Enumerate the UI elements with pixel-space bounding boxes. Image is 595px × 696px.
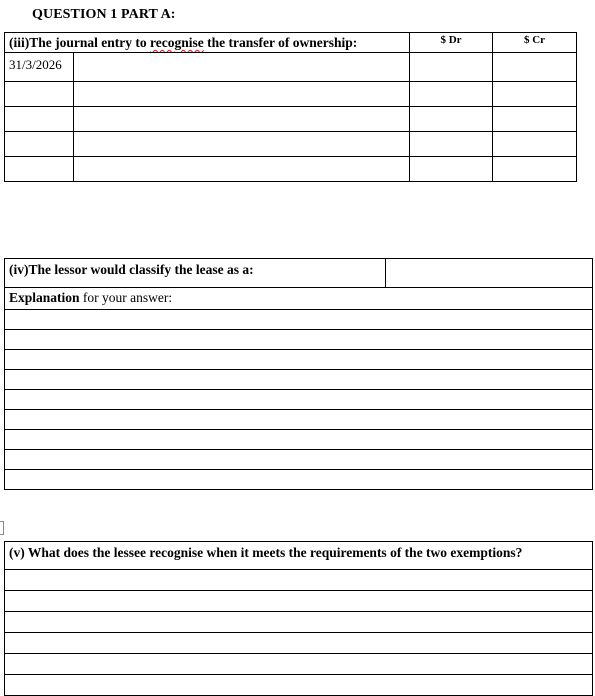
exemptions-answer-cell[interactable] xyxy=(5,675,593,696)
journal-date-cell[interactable]: 31/3/2026 xyxy=(5,53,74,82)
margin-marker xyxy=(0,521,4,535)
exemptions-table xyxy=(4,541,593,696)
spell-flagged-word: recognise xyxy=(150,35,204,50)
journal-cr-cell[interactable] xyxy=(493,53,577,82)
exemptions-question: (v) What does the lessee recognise when it meets the requirements of the two exemptions? xyxy=(5,542,593,570)
journal-date-cell[interactable] xyxy=(5,132,74,157)
explanation-answer-row xyxy=(5,410,593,430)
classification-row xyxy=(5,259,593,288)
journal-cr-cell[interactable] xyxy=(493,157,577,182)
journal-dr-cell[interactable] xyxy=(410,53,493,82)
explanation-answer-cell[interactable] xyxy=(5,470,593,490)
explanation-label: Explanation for your answer: xyxy=(5,288,593,310)
journal-dr-cell[interactable] xyxy=(410,82,493,107)
exemptions-answer-cell[interactable] xyxy=(5,591,593,612)
explanation-answer-cell[interactable] xyxy=(5,410,593,430)
exemptions-answer-row xyxy=(5,570,593,591)
exemptions-answer-row xyxy=(5,675,593,696)
journal-header-row xyxy=(5,33,577,53)
journal-date-cell[interactable] xyxy=(5,82,74,107)
journal-cr-cell[interactable] xyxy=(493,132,577,157)
dr-column-header: $ Dr xyxy=(410,33,493,53)
journal-date-cell[interactable] xyxy=(5,157,74,182)
cr-column-header: $ Cr xyxy=(493,33,577,53)
explanation-answer-row xyxy=(5,430,593,450)
journal-row xyxy=(5,107,577,132)
explanation-answer-row xyxy=(5,370,593,390)
classification-answer-cell[interactable] xyxy=(386,259,593,288)
journal-account-cell[interactable] xyxy=(74,82,410,107)
explanation-answer-row xyxy=(5,310,593,330)
journal-cr-cell[interactable] xyxy=(493,82,577,107)
journal-row xyxy=(5,132,577,157)
explanation-answer-row xyxy=(5,330,593,350)
journal-dr-cell[interactable] xyxy=(410,132,493,157)
explanation-answer-row xyxy=(5,350,593,370)
journal-row xyxy=(5,82,577,107)
classification-question: (iv)The lessor would classify the lease as a: xyxy=(5,259,386,288)
journal-date-cell[interactable] xyxy=(5,107,74,132)
explanation-answer-row xyxy=(5,450,593,470)
journal-title: (iii)The journal entry to recognise the transfer of ownership: xyxy=(5,33,410,53)
explanation-answer-cell[interactable] xyxy=(5,310,593,330)
journal-account-cell[interactable] xyxy=(74,132,410,157)
explanation-answer-cell[interactable] xyxy=(5,370,593,390)
exemptions-answer-row xyxy=(5,612,593,633)
exemptions-answer-cell[interactable] xyxy=(5,633,593,654)
journal-dr-cell[interactable] xyxy=(410,107,493,132)
exemptions-answer-row xyxy=(5,633,593,654)
journal-cr-cell[interactable] xyxy=(493,107,577,132)
exemptions-answer-cell[interactable] xyxy=(5,570,593,591)
explanation-label-row xyxy=(5,288,593,310)
journal-dr-cell[interactable] xyxy=(410,157,493,182)
exemptions-answer-cell[interactable] xyxy=(5,612,593,633)
explanation-answer-cell[interactable] xyxy=(5,450,593,470)
journal-account-cell[interactable] xyxy=(74,107,410,132)
lease-classification-table xyxy=(4,258,593,490)
journal-row xyxy=(5,53,577,82)
explanation-answer-cell[interactable] xyxy=(5,430,593,450)
exemptions-answer-row xyxy=(5,591,593,612)
explanation-answer-row xyxy=(5,470,593,490)
journal-account-cell[interactable] xyxy=(74,53,410,82)
exemptions-answer-row xyxy=(5,654,593,675)
journal-account-cell[interactable] xyxy=(74,157,410,182)
explanation-answer-cell[interactable] xyxy=(5,350,593,370)
explanation-answer-row xyxy=(5,390,593,410)
journal-row xyxy=(5,157,577,182)
exemptions-answer-cell[interactable] xyxy=(5,654,593,675)
exemptions-question-row xyxy=(5,542,593,570)
question-heading: QUESTION 1 PART A: xyxy=(32,7,176,22)
explanation-answer-cell[interactable] xyxy=(5,330,593,350)
journal-entry-table xyxy=(4,32,577,182)
explanation-answer-cell[interactable] xyxy=(5,390,593,410)
